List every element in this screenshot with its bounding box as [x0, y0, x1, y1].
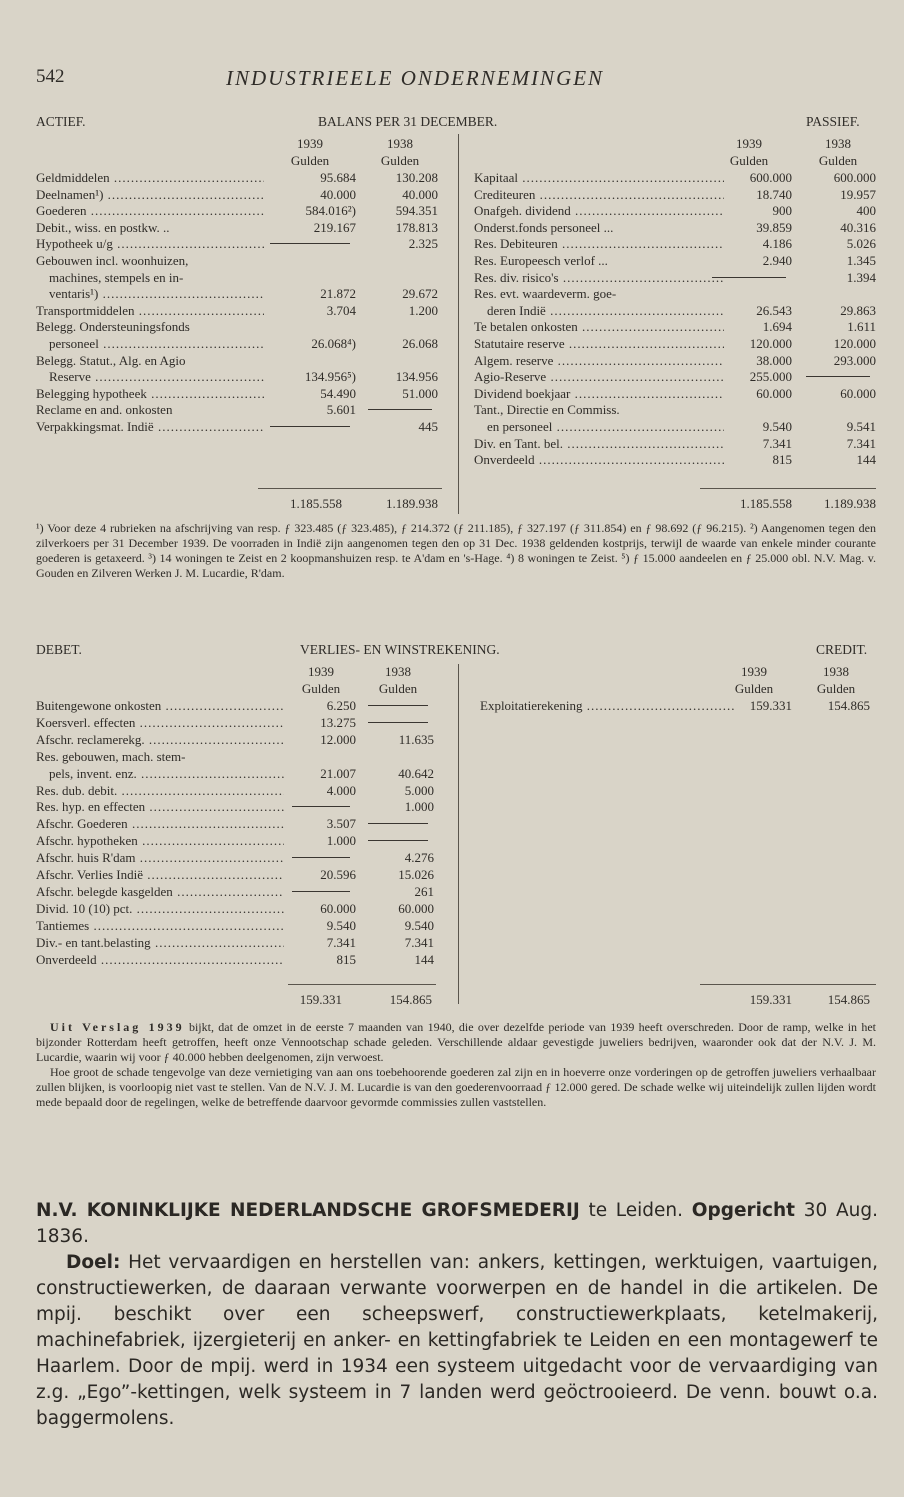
table-row — [36, 698, 446, 713]
actief-table — [36, 136, 446, 436]
value-1938: 26.068 — [402, 336, 438, 351]
table-row — [36, 783, 446, 798]
value-1939-dash — [270, 243, 350, 244]
value-1939: 54.490 — [320, 385, 356, 401]
table-row — [474, 369, 876, 384]
row-label: Div. en Tant. bel. ..... — [474, 436, 724, 451]
value-1938: 40.642 — [398, 765, 434, 781]
running-title: INDUSTRIEELE ONDERNEMINGEN — [226, 66, 605, 90]
table-row — [36, 369, 446, 384]
value-1939: 9.540 — [326, 917, 356, 933]
table-row — [474, 386, 876, 401]
row-label: Goederen ..... — [36, 203, 264, 218]
pl-title: VERLIES- EN WINSTREKENING. — [300, 642, 500, 657]
actief-total-1938: 1.189.938 — [386, 496, 438, 511]
value-1939: 20.596 — [320, 867, 356, 882]
row-label: Onverdeeld ..... — [474, 452, 724, 467]
row-label: Res. hyp. en effecten ..... — [36, 799, 284, 814]
value-1939-dash — [292, 891, 350, 892]
table-row — [474, 436, 876, 451]
page-header — [36, 66, 876, 90]
company-location: te Leiden. — [588, 1200, 684, 1221]
value-1939: 584.016²) — [305, 203, 356, 219]
value-1939: 21.007 — [320, 765, 356, 781]
row-label: Res. div. risico's ..... — [474, 270, 724, 285]
row-label: Buitengewone onkosten ..... — [36, 698, 284, 713]
value-1939: 6.250 — [326, 698, 356, 713]
row-label: Belegg. Statut., Alg. en Agio — [36, 352, 186, 368]
table-row — [474, 170, 876, 185]
table-row — [36, 286, 446, 301]
row-label: Res. gebouwen, mach. stem- — [36, 748, 186, 764]
value-1938: 9.541 — [846, 419, 876, 434]
doel-label: Doel: — [66, 1252, 121, 1273]
row-label: Exploitatierekening ..... — [480, 698, 734, 713]
column-year-1939: 1939 — [308, 664, 334, 679]
company-name: N.V. KONINKLIJKE NEDERLANDSCHE GROFSMEDERIJ — [36, 1200, 580, 1221]
row-label: Verpakkingsmat. Indië ..... — [36, 419, 264, 434]
row-label: Divid. 10 (10) pct. ..... — [36, 901, 284, 916]
value-1938: 600.000 — [833, 170, 876, 185]
row-label: Tantiemes ..... — [36, 918, 284, 933]
value-1938: 40.000 — [402, 186, 438, 202]
table-row — [474, 319, 876, 334]
value-1938: 445 — [418, 419, 438, 434]
passief-total-1939: 1.185.558 — [740, 496, 792, 511]
value-1939: 2.940 — [762, 253, 792, 268]
table-row — [474, 419, 876, 434]
row-label: Reclame en and. onkosten — [36, 402, 173, 418]
value-1938: 29.672 — [402, 286, 438, 302]
value-1938: 15.026 — [398, 867, 434, 882]
value-1938: 19.957 — [840, 186, 876, 202]
value-1938: 1.394 — [846, 269, 876, 285]
row-label: Res. Debiteuren ..... — [474, 236, 724, 251]
column-year-1939: 1939 — [741, 664, 767, 679]
value-1939: 9.540 — [762, 419, 792, 434]
table-row — [36, 170, 446, 185]
balance-divider — [458, 134, 459, 514]
column-year-1938: 1938 — [387, 136, 413, 151]
column-unit: Gulden — [380, 153, 420, 168]
row-label: Afschr. reclamerekg. ..... — [36, 732, 284, 747]
value-1938: 1.611 — [847, 319, 876, 335]
value-1938: 594.351 — [395, 203, 438, 219]
row-label: Afschr. Verlies Indië ..... — [36, 867, 284, 882]
value-1939: 3.507 — [326, 816, 356, 832]
table-row — [474, 253, 876, 268]
value-1939: 7.341 — [762, 435, 792, 451]
value-1939: 21.872 — [320, 286, 356, 302]
value-1939: 134.956⁵) — [304, 369, 356, 385]
table-row — [36, 419, 446, 434]
value-1939: 4.000 — [326, 782, 356, 798]
row-label: Div.- en tant.belasting ..... — [36, 935, 284, 950]
annual-report-note — [36, 1020, 876, 1110]
value-1938: 7.341 — [846, 435, 876, 451]
table-row — [36, 901, 446, 916]
value-1938: 120.000 — [833, 336, 876, 351]
table-row — [36, 918, 446, 933]
value-1938-dash — [368, 705, 428, 706]
table-row — [474, 203, 876, 218]
row-label: Afschr. Goederen ..... — [36, 816, 284, 831]
value-1939: 7.341 — [326, 934, 356, 950]
value-1938: 400 — [856, 203, 876, 219]
row-label: Afschr. belegde kasgelden ..... — [36, 884, 284, 899]
report-paragraph-1: bijkt, dat de omzet in de eerste 7 maanden van 1940, die over dezelfde periode van 1939 heeft overschreden. Door de ramp, welke in het bijzonder Rotterdam heeft getroffen, heeft onze Vennootschap schade geleden. Verschillende aldaar gevestigde juweliers bedrijven, waaronder ook dat der N.V. J. M. Lucardie, waarin wij voor ƒ 40.000 hebben deelgenomen, zijn verwoest. — [36, 1020, 877, 1064]
table-row — [36, 402, 446, 417]
row-label: pels, invent. enz. ..... — [49, 766, 284, 781]
table-row — [474, 336, 876, 351]
row-label: Belegg. Ondersteuningsfonds — [36, 319, 190, 335]
row-label: Afschr. hypotheken ..... — [36, 833, 284, 848]
credit-title: CREDIT. — [816, 642, 868, 657]
value-1938: 40.316 — [840, 219, 876, 235]
row-label: Gebouwen incl. woonhuizen, — [36, 253, 189, 268]
value-1938-dash — [368, 840, 428, 841]
value-1939: 4.186 — [762, 236, 792, 252]
table-row — [36, 816, 446, 831]
table-row — [480, 698, 876, 713]
value-1938: 293.000 — [833, 352, 876, 368]
debet-total-1938: 154.865 — [389, 992, 432, 1007]
table-row — [36, 203, 446, 218]
table-row — [36, 799, 446, 814]
value-1938: 4.276 — [404, 850, 434, 866]
column-year-1938: 1938 — [385, 664, 411, 679]
value-1938: 261 — [414, 883, 434, 899]
value-1938: 9.540 — [404, 917, 434, 933]
passief-total-rule — [700, 488, 876, 489]
column-unit: Gulden — [816, 681, 856, 696]
table-row — [36, 732, 446, 747]
value-1939: 18.740 — [756, 186, 792, 202]
column-unit: Gulden — [378, 681, 418, 696]
table-row — [36, 935, 446, 950]
row-label: Kapitaal ..... — [474, 170, 724, 185]
row-label: Reserve ..... — [49, 369, 264, 384]
row-label: Afschr. huis R'dam ..... — [36, 850, 284, 865]
value-1939: 26.543 — [756, 302, 792, 318]
doel-text: Het vervaardigen en herstellen van: ankers, kettingen, werktuigen, vaartuigen, constructiewerken, de daaraan verwante voorwerpen en de handel in die artikelen. De mpij. beschikt over een scheepswerf, constructiewerkplaats, ketelmakerij, machinefabriek, ijzergieterij en anker- en kettingfabriek te Leiden en een montagewerf te Haarlem. Door de mpij. werd in 1934 een systeem uitgedacht voor de vervaardiging van z.g. „Ego”-kettingen, welk systeem in 7 landen werd geöctrooieerd. De venn. bouwt o.a. baggermolens. — [36, 1252, 878, 1429]
debet-total-rule — [288, 984, 436, 985]
row-label: Res. dub. debit. ..... — [36, 783, 284, 798]
value-1939: 600.000 — [749, 170, 792, 185]
row-label: Statutaire reserve ..... — [474, 336, 724, 351]
value-1938-dash — [806, 376, 870, 377]
passief-table — [474, 136, 876, 469]
table-row — [36, 220, 446, 235]
value-1938: 7.341 — [404, 934, 434, 950]
table-row — [36, 303, 446, 318]
row-label: Crediteuren ..... — [474, 187, 724, 202]
row-label: Deelnamen¹) ..... — [36, 187, 264, 202]
credit-total-rule — [700, 984, 876, 985]
value-1938: 1.345 — [846, 253, 876, 268]
value-1939: 26.068⁴) — [311, 336, 356, 351]
row-label: Dividend boekjaar ..... — [474, 386, 724, 401]
value-1939: 1.694 — [762, 319, 792, 335]
page-number: 542 — [36, 66, 65, 87]
row-label: Hypotheek u/g ..... — [36, 236, 264, 251]
value-1939-dash — [712, 277, 786, 278]
value-1939: 120.000 — [749, 336, 792, 351]
value-1939: 60.000 — [756, 385, 792, 401]
passief-title: PASSIEF. — [806, 114, 860, 129]
row-label: Res. Europeesch verlof ... — [474, 253, 608, 268]
value-1938: 154.865 — [827, 698, 870, 713]
row-label: Transportmiddelen ..... — [36, 303, 264, 318]
value-1938: 11.635 — [398, 731, 434, 747]
row-label: personeel ..... — [49, 336, 264, 351]
table-row — [474, 353, 876, 368]
row-label: Algem. reserve ..... — [474, 353, 724, 368]
value-1938: 1.200 — [408, 302, 438, 318]
value-1939: 12.000 — [320, 731, 356, 747]
value-1939: 815 — [336, 951, 356, 967]
value-1939: 39.859 — [756, 219, 792, 235]
value-1939: 5.601 — [326, 402, 356, 418]
debet-total-1939: 159.331 — [299, 992, 342, 1007]
column-year-1939: 1939 — [736, 136, 762, 151]
pl-divider — [458, 664, 459, 1004]
table-row — [474, 452, 876, 467]
row-label: Onverdeeld ..... — [36, 952, 284, 967]
column-unit: Gulden — [301, 681, 341, 696]
table-row — [36, 833, 446, 848]
table-row — [36, 766, 446, 781]
value-1938: 178.813 — [395, 219, 438, 235]
value-1938: 29.863 — [840, 302, 876, 318]
value-1938: 134.956 — [395, 369, 438, 385]
debet-table — [36, 664, 446, 968]
column-unit: Gulden — [734, 681, 774, 696]
balance-title: BALANS PER 31 DECEMBER. — [318, 114, 498, 129]
row-label: deren Indië ..... — [487, 303, 724, 318]
value-1938: 144 — [414, 951, 434, 967]
table-row — [36, 884, 446, 899]
column-year-1938: 1938 — [825, 136, 851, 151]
debet-title: DEBET. — [36, 642, 82, 657]
row-label: en personeel ..... — [487, 419, 724, 434]
value-1939: 815 — [772, 452, 792, 468]
row-label: Onderst.fonds personeel ... — [474, 219, 614, 235]
table-row — [474, 402, 876, 417]
value-1938: 144 — [856, 452, 876, 468]
table-row — [36, 749, 446, 764]
row-label: Res. evt. waardeverm. goe- — [474, 286, 617, 302]
table-row — [36, 353, 446, 368]
table-row — [474, 270, 876, 285]
value-1939: 60.000 — [320, 900, 356, 916]
column-unit: Gulden — [290, 153, 330, 168]
value-1938: 60.000 — [398, 900, 434, 916]
value-1939: 159.331 — [749, 698, 792, 713]
value-1938: 60.000 — [840, 385, 876, 401]
company-entry — [36, 1198, 878, 1432]
value-1938: 130.208 — [395, 170, 438, 185]
value-1939-dash — [292, 857, 350, 858]
value-1939: 38.000 — [756, 352, 792, 368]
table-row — [474, 187, 876, 202]
report-lead: Uit Verslag 1939 — [50, 1020, 185, 1034]
column-unit: Gulden — [729, 153, 769, 168]
row-label: Onafgeh. dividend ..... — [474, 203, 724, 218]
table-row — [36, 715, 446, 730]
value-1938: 51.000 — [402, 385, 438, 401]
table-row — [36, 270, 446, 285]
table-row — [36, 319, 446, 334]
value-1939: 219.167 — [313, 219, 356, 235]
value-1939: 900 — [772, 203, 792, 219]
value-1938: 5.026 — [846, 236, 876, 252]
value-1939: 13.275 — [320, 714, 356, 730]
table-row — [36, 336, 446, 351]
table-row — [36, 386, 446, 401]
value-1939: 255.000 — [749, 369, 792, 385]
credit-table — [480, 664, 876, 715]
value-1938-dash — [368, 409, 432, 410]
value-1939-dash — [292, 806, 350, 807]
balance-footnotes: ¹) Voor deze 4 rubrieken na afschrijving van resp. ƒ 323.485 (ƒ 323.485), ƒ 214.372 (ƒ 211.185), ƒ 327.197 (ƒ 311.854) en ƒ 98.692 (ƒ 96.215). ²) Aangenomen tegen den zilverkoers per 31 December 1939. De voorraden in Indië zijn aangenomen tegen den op 31 Dec. 1938 geldenden kostprijs, terwijl de waarde van enkele minder courante goederen is getaxeerd. ³) 14 woningen te Zeist en 2 koopmanshuizen resp. te A'dam en 's-Hage. ⁴) 8 woningen te Zeist. ⁵) ƒ 15.000 aandeelen en ƒ 25.000 obl. N.V. Mag. v. Gouden en Zilveren Werken J. M. Lucardie, R'dam. — [36, 521, 876, 580]
row-label: ventaris¹) ..... — [49, 286, 264, 301]
table-row — [36, 253, 446, 268]
actief-title: ACTIEF. — [36, 114, 86, 129]
value-1938: 2.325 — [408, 236, 438, 252]
table-row — [474, 220, 876, 235]
credit-total-1938: 154.865 — [827, 992, 870, 1007]
table-row — [36, 236, 446, 251]
founded-label: Opgericht — [691, 1200, 795, 1221]
table-row — [36, 187, 446, 202]
value-1938-dash — [368, 823, 428, 824]
row-label: Geldmiddelen ..... — [36, 170, 264, 185]
table-row — [474, 286, 876, 301]
row-label: Koersverl. effecten ..... — [36, 715, 284, 730]
table-row — [474, 303, 876, 318]
credit-total-1939: 159.331 — [749, 992, 792, 1007]
value-1939-dash — [270, 426, 350, 427]
actief-total-1939: 1.185.558 — [290, 496, 342, 511]
row-label: Agio-Reserve ..... — [474, 369, 724, 384]
table-row — [36, 867, 446, 882]
row-label: Te betalen onkosten ..... — [474, 319, 724, 334]
value-1939: 95.684 — [320, 170, 356, 185]
row-label: Belegging hypotheek ..... — [36, 386, 264, 401]
column-year-1938: 1938 — [823, 664, 849, 679]
value-1939: 1.000 — [326, 833, 356, 849]
column-year-1939: 1939 — [297, 136, 323, 151]
row-label: machines, stempels en in- — [49, 269, 184, 285]
table-row — [36, 850, 446, 865]
table-row — [474, 236, 876, 251]
report-paragraph-2: Hoe groot de schade tengevolge van deze vernietiging van aan ons toebehoorende goederen zal zijn en in hoeverre onze vorderingen op de getroffen juweliers verhaalbaar zullen blijken, is voorloopig niet vast te stellen. Van de N.V. J. M. Lucardie is van den goederenvoorraad ƒ 12.000 gered. De schade welke wij uiteindelijk zullen lijden wordt mede bepaald door de regelingen, welke de betreffende daarvoor gevormde commissies zullen vaststellen. — [36, 1065, 876, 1109]
table-row — [36, 952, 446, 967]
row-label: Tant., Directie en Commiss. — [474, 402, 620, 418]
passief-total-1938: 1.189.938 — [824, 496, 876, 511]
actief-total-rule — [258, 488, 442, 489]
founded-date: 30 Aug. 1836. — [36, 1200, 878, 1247]
value-1938-dash — [368, 722, 428, 723]
value-1938: 5.000 — [404, 782, 434, 798]
column-unit: Gulden — [818, 153, 858, 168]
value-1939: 40.000 — [320, 186, 356, 202]
value-1939: 3.704 — [326, 302, 356, 318]
value-1938: 1.000 — [404, 799, 434, 815]
row-label: Debit., wiss. en postkw. .. — [36, 219, 170, 235]
